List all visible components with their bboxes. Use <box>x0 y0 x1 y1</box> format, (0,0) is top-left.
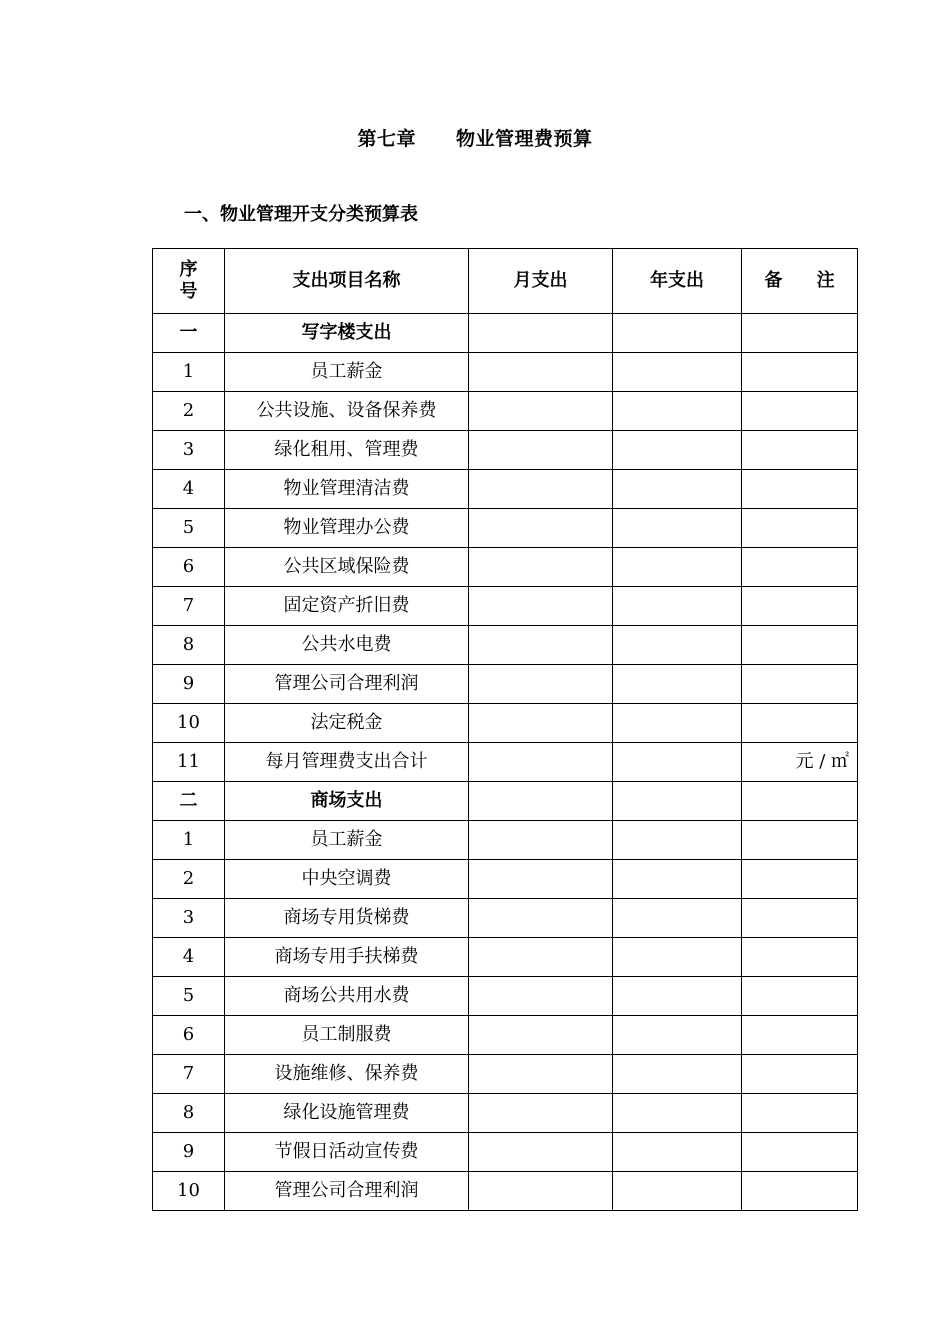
table-row <box>153 743 858 782</box>
row-item: 商场专用货梯费 <box>225 899 469 938</box>
yearly-cell <box>613 392 742 431</box>
remark-cell <box>742 821 858 860</box>
remark-cell <box>742 626 858 665</box>
monthly-cell <box>469 665 613 704</box>
table-row <box>153 938 858 977</box>
row-seq: 3 <box>153 899 225 938</box>
yearly-cell <box>613 782 742 821</box>
remark-cell <box>742 860 858 899</box>
monthly-cell <box>469 1094 613 1133</box>
monthly-cell <box>469 899 613 938</box>
monthly-cell <box>469 938 613 977</box>
row-seq: 2 <box>153 860 225 899</box>
remark-cell <box>742 1172 858 1211</box>
row-item: 员工制服费 <box>225 1016 469 1055</box>
monthly-cell <box>469 470 613 509</box>
yearly-cell <box>613 548 742 587</box>
row-seq: 8 <box>153 1094 225 1133</box>
yearly-cell <box>613 431 742 470</box>
remark-cell <box>742 314 858 353</box>
row-item: 公共水电费 <box>225 626 469 665</box>
row-seq: 5 <box>153 509 225 548</box>
remark-cell <box>742 392 858 431</box>
table-row <box>153 548 858 587</box>
monthly-cell <box>469 548 613 587</box>
remark-cell <box>742 938 858 977</box>
table-row <box>153 860 858 899</box>
remark-cell <box>742 470 858 509</box>
table-row <box>153 509 858 548</box>
row-seq: 4 <box>153 470 225 509</box>
remark-cell <box>742 587 858 626</box>
table-row <box>153 392 858 431</box>
row-item: 法定税金 <box>225 704 469 743</box>
remark-cell <box>742 1133 858 1172</box>
row-item: 设施维修、保养费 <box>225 1055 469 1094</box>
chapter-name: 物业管理费预算 <box>456 128 593 150</box>
row-item: 固定资产折旧费 <box>225 587 469 626</box>
remark-cell <box>742 1055 858 1094</box>
row-item: 物业管理办公费 <box>225 509 469 548</box>
row-seq: 6 <box>153 1016 225 1055</box>
remark-cell <box>742 782 858 821</box>
yearly-cell <box>613 704 742 743</box>
yearly-cell <box>613 665 742 704</box>
monthly-cell <box>469 1016 613 1055</box>
row-item: 节假日活动宣传费 <box>225 1133 469 1172</box>
remark-cell <box>742 353 858 392</box>
yearly-cell <box>613 977 742 1016</box>
section-title: 一、物业管理开支分类预算表 <box>184 204 418 225</box>
yearly-cell <box>613 1094 742 1133</box>
group-seq: 一 <box>153 314 225 353</box>
header-monthly: 月支出 <box>469 249 613 314</box>
table-row <box>153 704 858 743</box>
group-seq: 二 <box>153 782 225 821</box>
monthly-cell <box>469 587 613 626</box>
yearly-cell <box>613 1133 742 1172</box>
chapter-title <box>0 124 950 151</box>
remark-cell <box>742 548 858 587</box>
header-item: 支出项目名称 <box>225 249 469 314</box>
yearly-cell <box>613 860 742 899</box>
yearly-cell <box>613 899 742 938</box>
yearly-cell <box>613 353 742 392</box>
row-seq: 3 <box>153 431 225 470</box>
row-item: 绿化租用、管理费 <box>225 431 469 470</box>
monthly-cell <box>469 1133 613 1172</box>
row-seq: 9 <box>153 1133 225 1172</box>
monthly-cell <box>469 782 613 821</box>
table-row <box>153 353 858 392</box>
monthly-cell <box>469 704 613 743</box>
row-seq: 2 <box>153 392 225 431</box>
monthly-cell <box>469 1055 613 1094</box>
yearly-cell <box>613 1172 742 1211</box>
row-seq: 10 <box>153 704 225 743</box>
yearly-cell <box>613 1055 742 1094</box>
table-row <box>153 1172 858 1211</box>
yearly-cell <box>613 821 742 860</box>
header-seq: 序 号 <box>153 249 225 314</box>
row-item: 商场专用手扶梯费 <box>225 938 469 977</box>
monthly-cell <box>469 977 613 1016</box>
remark-cell: 元 / ㎡ <box>742 743 858 782</box>
row-seq: 7 <box>153 1055 225 1094</box>
row-seq: 1 <box>153 353 225 392</box>
table-row <box>153 626 858 665</box>
monthly-cell <box>469 509 613 548</box>
group-name: 商场支出 <box>225 782 469 821</box>
table-row <box>153 1094 858 1133</box>
table-row <box>153 977 858 1016</box>
remark-cell <box>742 704 858 743</box>
row-item: 员工薪金 <box>225 353 469 392</box>
yearly-cell <box>613 938 742 977</box>
monthly-cell <box>469 860 613 899</box>
monthly-cell <box>469 314 613 353</box>
row-seq: 11 <box>153 743 225 782</box>
row-item: 商场公共用水费 <box>225 977 469 1016</box>
table-row <box>153 1055 858 1094</box>
group-name: 写字楼支出 <box>225 314 469 353</box>
row-seq: 5 <box>153 977 225 1016</box>
monthly-cell <box>469 431 613 470</box>
remark-cell <box>742 665 858 704</box>
header-yearly: 年支出 <box>613 249 742 314</box>
remark-cell <box>742 1016 858 1055</box>
yearly-cell <box>613 1016 742 1055</box>
yearly-cell <box>613 587 742 626</box>
row-seq: 7 <box>153 587 225 626</box>
group-row <box>153 782 858 821</box>
remark-cell <box>742 1094 858 1133</box>
row-item: 员工薪金 <box>225 821 469 860</box>
row-seq: 1 <box>153 821 225 860</box>
yearly-cell <box>613 314 742 353</box>
row-seq: 4 <box>153 938 225 977</box>
monthly-cell <box>469 392 613 431</box>
table-row <box>153 470 858 509</box>
yearly-cell <box>613 743 742 782</box>
row-item: 公共区域保险费 <box>225 548 469 587</box>
header-remark: 备 注 <box>742 249 858 314</box>
budget-table <box>152 248 858 1211</box>
monthly-cell <box>469 353 613 392</box>
yearly-cell <box>613 626 742 665</box>
table-row <box>153 665 858 704</box>
remark-cell <box>742 509 858 548</box>
row-item: 每月管理费支出合计 <box>225 743 469 782</box>
monthly-cell <box>469 1172 613 1211</box>
table-row <box>153 899 858 938</box>
row-item: 公共设施、设备保养费 <box>225 392 469 431</box>
table-row <box>153 1133 858 1172</box>
group-row <box>153 314 858 353</box>
yearly-cell <box>613 470 742 509</box>
row-item: 管理公司合理利润 <box>225 665 469 704</box>
row-item: 绿化设施管理费 <box>225 1094 469 1133</box>
monthly-cell <box>469 626 613 665</box>
row-item: 管理公司合理利润 <box>225 1172 469 1211</box>
remark-cell <box>742 899 858 938</box>
row-seq: 10 <box>153 1172 225 1211</box>
table-body <box>153 314 858 1211</box>
row-seq: 6 <box>153 548 225 587</box>
table-row <box>153 431 858 470</box>
row-item: 物业管理清洁费 <box>225 470 469 509</box>
yearly-cell <box>613 509 742 548</box>
remark-cell <box>742 977 858 1016</box>
remark-cell <box>742 431 858 470</box>
monthly-cell <box>469 821 613 860</box>
row-seq: 8 <box>153 626 225 665</box>
table-row <box>153 1016 858 1055</box>
table-row <box>153 821 858 860</box>
table-row <box>153 587 858 626</box>
monthly-cell <box>469 743 613 782</box>
table-header-row <box>153 249 858 314</box>
row-item: 中央空调费 <box>225 860 469 899</box>
chapter-number: 第七章 <box>357 128 416 150</box>
row-seq: 9 <box>153 665 225 704</box>
